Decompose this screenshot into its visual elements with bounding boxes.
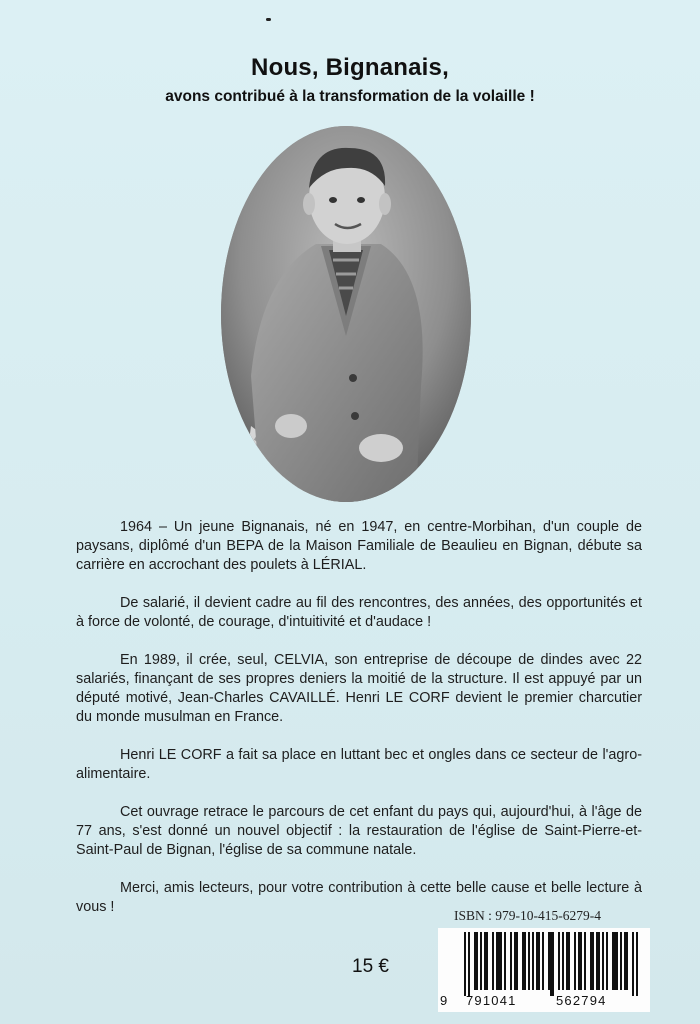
barcode-bar [632,932,634,996]
barcode-bar [510,932,512,990]
barcode-bar [580,932,582,990]
barcode-bar [558,932,560,990]
barcode-bar [536,932,538,990]
barcode-bar [606,932,608,990]
barcode-bar [566,932,568,990]
barcode-bar [602,932,604,990]
blurb-paragraph: 1964 – Un jeune Bignanais, né en 1947, en centre-Morbihan, d'un couple de paysans, diplômé d'un BEPA de la Maison Familiale de Beaulieu en Bignan, débute sa carrière en accrochant des poulets à LÉRIAL. [76,519,642,573]
barcode-bar [578,932,580,990]
barcode-bar [590,932,592,990]
barcode-bar [550,932,552,996]
barcode-bar [500,932,502,990]
barcode-bar [468,932,470,996]
isbn-label: ISBN : 979-10-415-6279-4 [454,908,601,923]
barcode-bar [492,932,494,990]
barcode-bar [614,932,616,990]
barcode-bar [574,932,576,990]
barcode-bar [626,932,628,990]
barcode-bar [496,932,498,990]
barcode-bar [538,932,540,990]
barcode-bar [624,932,626,990]
print-speck [266,18,271,21]
barcode-bar [620,932,622,990]
blurb-paragraph: Cet ouvrage retrace le parcours de cet enfant du pays qui, aujourd'hui, à l'âge de 77 ans, s'est donné un nouvel objectif : la restauration de l'église de Saint-Pierre-et-Saint-Paul de Bignan, l'église de sa commune natale. [76,804,642,858]
barcode-bar [612,932,614,990]
barcode-bar [484,932,486,990]
barcode-bar [522,932,524,990]
barcode-bar [516,932,518,990]
blurb-paragraph: Henri LE CORF a fait sa place en luttant bec et ongles dans ce secteur de l'agro-alimentaire. [76,747,642,782]
cover-blurb [76,518,642,936]
barcode-bar [524,932,526,990]
barcode-right-digits: 562794 [556,993,607,1008]
barcode-bar [504,932,506,990]
blurb-paragraph: De salarié, il devient cadre au fil des rencontres, des années, des opportunités et à force de volonté, de courage, d'intuitivité et d'audace ! [76,595,642,630]
barcode-bar [528,932,530,990]
barcode-bar [584,932,586,990]
barcode-bar [592,932,594,990]
barcode-bar [598,932,600,990]
barcode-bar [480,932,482,990]
barcode-lead-digit: 9 [440,993,449,1008]
barcode-bar [498,932,500,990]
barcode-bar [486,932,488,990]
ean-barcode [438,928,650,1012]
blurb-paragraph: Merci, amis lecteurs, pour votre contribution à cette belle cause et belle lecture à vous ! [76,880,642,915]
barcode-bar [596,932,598,990]
barcode-bar [474,932,476,990]
cover-title: Nous, Bignanais, [251,54,449,81]
barcode-bar [552,932,554,996]
cover-subtitle: avons contribué à la transformation de la volaille ! [165,88,535,105]
barcode-bar [562,932,564,990]
blurb-paragraph: En 1989, il crée, seul, CELVIA, son entreprise de découpe de dindes avec 22 salariés, finançant de ses propres deniers la moitié de la structure. Il est appuyé par un député motivé, Jean-Charles CAVAILLÉ. Henri LE CORF devient le premier charcutier du monde musulman en France. [76,652,642,725]
barcode-bar [568,932,570,990]
price-label: 15 € [352,956,389,977]
barcode-bar [548,932,550,990]
barcode-bar [476,932,478,990]
barcode-bar [616,932,618,990]
oval-portrait-photo [221,126,471,502]
barcode-bars [450,932,642,996]
barcode-bar [636,932,638,996]
barcode-bar [514,932,516,990]
barcode-bar [542,932,544,990]
barcode-left-digits: 791041 [466,993,517,1008]
barcode-bar [532,932,534,990]
barcode-bar [464,932,466,996]
